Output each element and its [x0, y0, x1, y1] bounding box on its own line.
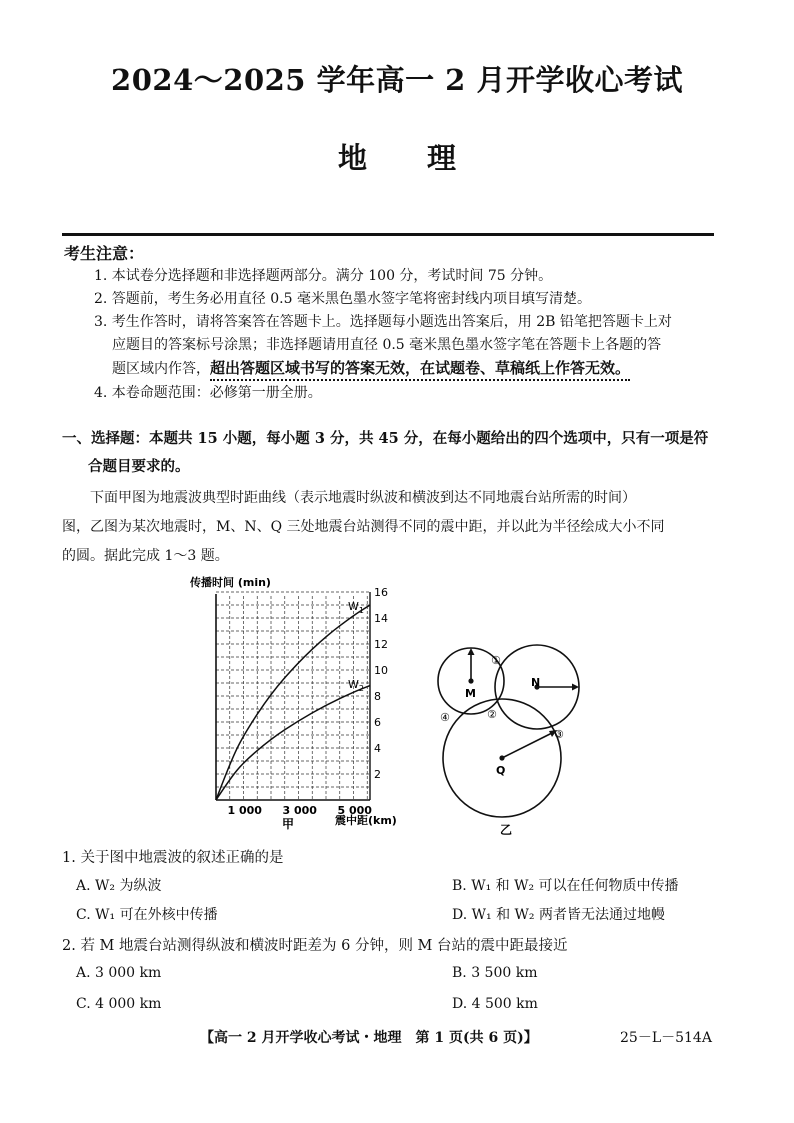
notice-item-3-line-1: 3. 考生作答时，请将答案答在答题卡上。选择题每小题选出答案后，用 2B 铅笔把答题卡上对: [94, 314, 672, 330]
intro-line-3: 的圆。据此完成 1～3 题。: [62, 548, 229, 564]
question-1-option-b: B. W₁ 和 W₂ 可以在任何物质中传播: [452, 878, 679, 894]
y-tick-10: 10: [374, 664, 388, 677]
notice-item-3-plain: 题区域内作答，: [112, 361, 210, 377]
x-tick-3000: 3 000: [282, 804, 317, 817]
w1-label: [348, 600, 364, 615]
station-m-dot: [468, 678, 473, 683]
label-n: N: [531, 676, 541, 689]
series-line-w1: [216, 605, 370, 800]
question-2-stem: 2. 若 M 地震台站测得纵波和横波时距差为 6 分钟，则 M 台站的震中距最接近: [62, 938, 568, 954]
section-line-2: 合题目要求的。: [88, 458, 190, 475]
arrow-m-icon: [468, 648, 475, 655]
y-tick-labels: [374, 586, 388, 781]
paper-code: 25－L－514A: [620, 1030, 712, 1046]
y-tick-2: 2: [374, 768, 381, 781]
y-tick-4: 4: [374, 742, 381, 755]
exam-title: 2024～2025 学年高一 2 月开学收心考试: [111, 63, 683, 97]
y-tick-6: 6: [374, 716, 381, 729]
section-heading: [62, 425, 722, 481]
figure-jia-caption: 甲: [282, 817, 295, 831]
notice-item-3-line-3: [112, 357, 630, 380]
x-tick-1000: 1 000: [227, 804, 262, 817]
question-2-option-d: D. 4 500 km: [452, 996, 538, 1012]
radius-q: [502, 732, 554, 758]
label-m: M: [465, 687, 476, 700]
subject-title: 地理: [337, 141, 516, 175]
notice-item-3-emphasis: 超出答题区域书写的答案无效，在试题卷、草稿纸上作答无效。: [210, 359, 630, 381]
question-2-option-b: B. 3 500 km: [452, 965, 538, 981]
y-tick-16: 16: [374, 586, 388, 599]
y-axis-label: 传播时间 (min): [190, 576, 271, 589]
notice-item-3-line-2: 应题目的答案标号涂黑；非选择题请用直径 0.5 毫米黑色墨水签字笔在答题卡上各题的答: [112, 337, 662, 353]
w2-letter: W: [348, 678, 359, 691]
intro-line-2: 图，乙图为某次地震时，M、N、Q 三处地震台站测得不同的震中距，并以此为半径绘成大小不同: [62, 519, 665, 535]
x-tick-5000: 5 000: [337, 804, 372, 817]
label-q: Q: [496, 764, 506, 777]
header-rule: [62, 233, 714, 236]
question-1-option-d: D. W₁ 和 W₂ 两者皆无法通过地幔: [452, 907, 665, 923]
page-footer: 【高一 2 月开学收心考试・地理 第 1 页(共 6 页)】: [200, 1030, 538, 1046]
notice-heading: 考生注意：: [64, 244, 145, 263]
w1-subscript: 1: [358, 606, 364, 615]
arrow-n-icon: [572, 684, 579, 691]
question-2-option-c: C. 4 000 km: [76, 996, 162, 1012]
x-axis-label: 震中距(km): [335, 814, 397, 827]
w2-label: [348, 678, 364, 693]
question-1-option-a: A. W₂ 为纵波: [76, 878, 162, 894]
intro-line-1: 下面甲图为地震波典型时距曲线（表示地震时纵波和横波到达不同地震台站所需的时间）: [90, 490, 636, 506]
question-1-stem: 1. 关于图中地震波的叙述正确的是: [62, 850, 284, 866]
section-line-1: 一、选择题：本题共 15 小题，每小题 3 分，共 45 分，在每小题给出的四个选项中，只有一项是符: [62, 430, 709, 447]
point-2: ②: [487, 708, 497, 721]
station-q-dot: [499, 755, 504, 760]
w2-subscript: 2: [358, 684, 364, 693]
point-3: ③: [554, 728, 564, 741]
point-4: ④: [440, 711, 450, 724]
figure-jia-chart: [180, 572, 410, 834]
notice-item-2: 2. 答题前，考生务必用直径 0.5 毫米黑色墨水签字笔将密封线内项目填写清楚。: [94, 291, 591, 307]
y-tick-14: 14: [374, 612, 388, 625]
notice-item-4: 4. 本卷命题范围：必修第一册全册。: [94, 385, 322, 401]
question-2-option-a: A. 3 000 km: [76, 965, 162, 981]
notice-item-1: 1. 本试卷分选择题和非选择题两部分。满分 100 分，考试时间 75 分钟。: [94, 268, 553, 284]
figure-yi-caption: 乙: [500, 823, 513, 837]
y-tick-12: 12: [374, 638, 388, 651]
w1-letter: W: [348, 600, 359, 613]
figure-yi-diagram: [430, 640, 600, 840]
question-1-option-c: C. W₁ 可在外核中传播: [76, 907, 218, 923]
y-tick-8: 8: [374, 690, 381, 703]
point-1: ①: [491, 654, 501, 667]
